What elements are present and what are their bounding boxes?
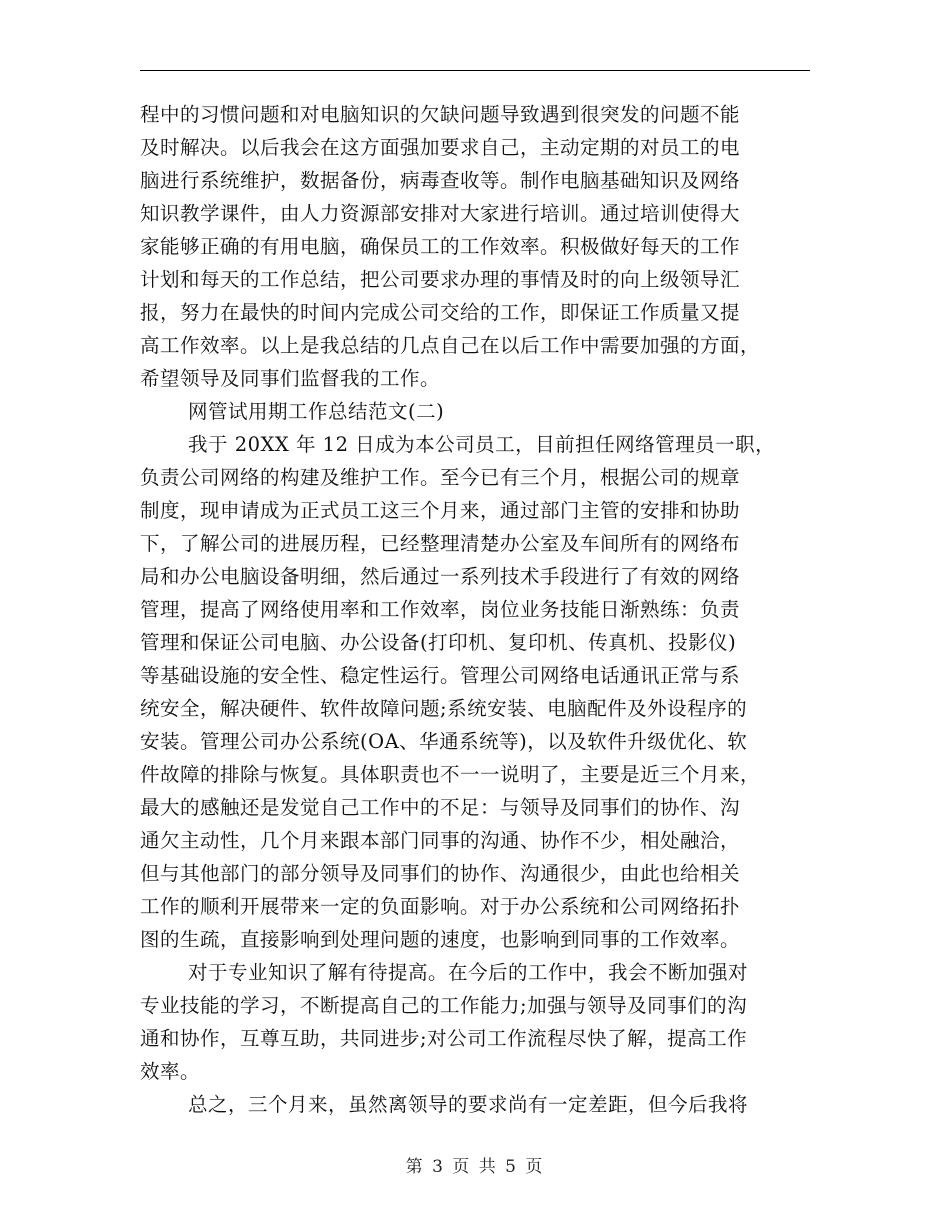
text-line: 及时解决。以后我会在这方面强加要求自己，主动定期的对员工的电 [140, 136, 741, 159]
text-line: 脑进行系统维护，数据备份，病毒查收等。制作电脑基础知识及网络 [140, 169, 741, 192]
text-line: 图的生疏，直接影响到处理问题的速度，也影响到同事的工作效率。 [140, 928, 741, 951]
text-line: 件故障的排除与恢复。具体职责也不一一说明了，主要是近三个月来， [140, 763, 761, 786]
text-line: 效率。 [140, 1060, 201, 1083]
text-line: 通欠主动性，几个月来跟本部门同事的沟通、协作不少，相处融洽， [140, 829, 741, 852]
text-line: 对于专业知识了解有待提高。在今后的工作中，我会不断加强对 [188, 961, 749, 984]
text-line: 等基础设施的安全性、稳定性运行。管理公司网络电话通讯正常与系 [140, 664, 741, 687]
header-rule [140, 70, 810, 71]
page-footer: 第 3 页 共 5 页 [405, 1157, 545, 1177]
text-line: 下，了解公司的进展历程，已经整理清楚办公室及车间所有的网络布 [140, 532, 741, 555]
text-line: 总之，三个月来，虽然离领导的要求尚有一定差距，但今后我将 [188, 1093, 749, 1116]
text-line: 专业技能的学习，不断提高自己的工作能力;加强与领导及同事们的沟 [140, 994, 748, 1017]
text-line: 制度，现申请成为正式员工这三个月来，通过部门主管的安排和协助 [140, 499, 741, 522]
text-line: 我于 20XX 年 12 日成为本公司员工，目前担任网络管理员一职， [188, 433, 776, 456]
text-line: 但与其他部门的部分领导及同事们的协作、沟通很少，由此也给相关 [140, 862, 741, 885]
text-line: 希望领导及同事们监督我的工作。 [140, 367, 441, 390]
text-line: 局和办公电脑设备明细，然后通过一系列技术手段进行了有效的网络 [140, 565, 741, 588]
text-line: 安装。管理公司办公系统(OA、华通系统等)，以及软件升级优化、软 [140, 730, 748, 753]
text-line: 家能够正确的有用电脑，确保员工的工作效率。积极做好每天的工作 [140, 235, 741, 258]
text-line: 统安全，解决硬件、软件故障问题;系统安装、电脑配件及外设程序的 [140, 697, 748, 720]
text-line: 工作的顺利开展带来一定的负面影响。对于办公系统和公司网络拓扑 [140, 895, 741, 918]
text-line: 高工作效率。以上是我总结的几点自己在以后工作中需要加强的方面， [140, 334, 761, 357]
text-line: 知识教学课件，由人力资源部安排对大家进行培训。通过培训使得大 [140, 202, 741, 225]
text-line: 最大的感触还是发觉自己工作中的不足：与领导及同事们的协作、沟 [140, 796, 741, 819]
text-line: 管理和保证公司电脑、办公设备(打印机、复印机、传真机、投影仪) [140, 631, 737, 654]
body-text [140, 98, 810, 1121]
text-line: 程中的习惯问题和对电脑知识的欠缺问题导致遇到很突发的问题不能 [140, 103, 741, 126]
text-line: 负责公司网络的构建及维护工作。至今已有三个月，根据公司的规章 [140, 466, 741, 489]
text-line: 管理，提高了网络使用率和工作效率，岗位业务技能日渐熟练：负责 [140, 598, 741, 621]
text-line: 报，努力在最快的时间内完成公司交给的工作，即保证工作质量又提 [140, 301, 741, 324]
text-line: 通和协作，互尊互助，共同进步;对公司工作流程尽快了解，提高工作 [140, 1027, 748, 1050]
text-line: 计划和每天的工作总结，把公司要求办理的事情及时的向上级领导汇 [140, 268, 741, 291]
text-line: 网管试用期工作总结范文(二) [188, 400, 445, 423]
